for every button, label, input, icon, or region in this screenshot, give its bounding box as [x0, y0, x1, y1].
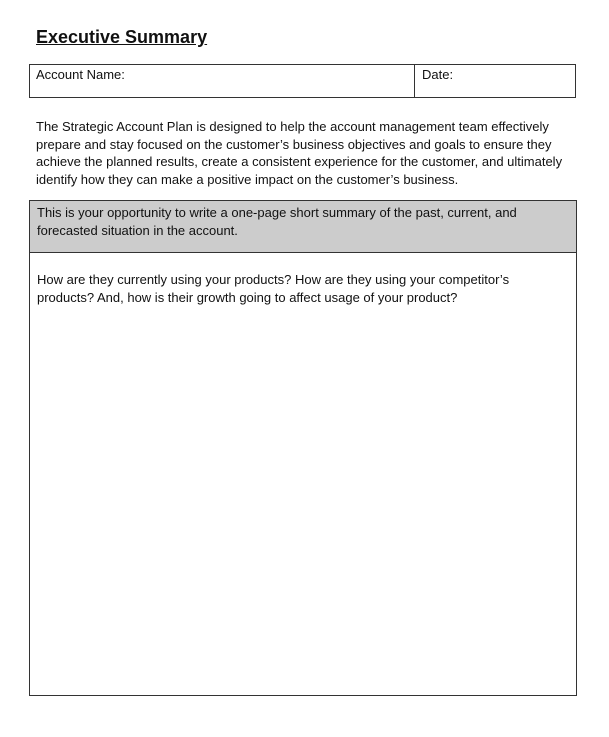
summary-prompt: How are they currently using your products? How are they using your competitor’s products? And, how is their growth going to affect usage of your product? — [37, 272, 510, 305]
summary-section — [29, 200, 577, 696]
intro-paragraph: The Strategic Account Plan is designed to help the account management team effectively prepare and stay focused on the customer’s business objectives and goals to ensure they achieve the planned results, create a consistent experience for the customer, and ultimately identify how they can make a positive impact on the customer’s business. — [36, 119, 563, 187]
date-field[interactable] — [415, 65, 575, 97]
account-name-label: Account Name: — [36, 67, 125, 82]
page-title: Executive Summary — [36, 27, 208, 47]
summary-instruction: This is your opportunity to write a one-page short summary of the past, current, and forecasted situation in the account. — [30, 201, 576, 253]
account-name-field[interactable] — [30, 65, 415, 97]
date-label: Date: — [422, 67, 454, 82]
account-header-table — [29, 64, 576, 98]
summary-answer-area[interactable] — [30, 306, 576, 696]
